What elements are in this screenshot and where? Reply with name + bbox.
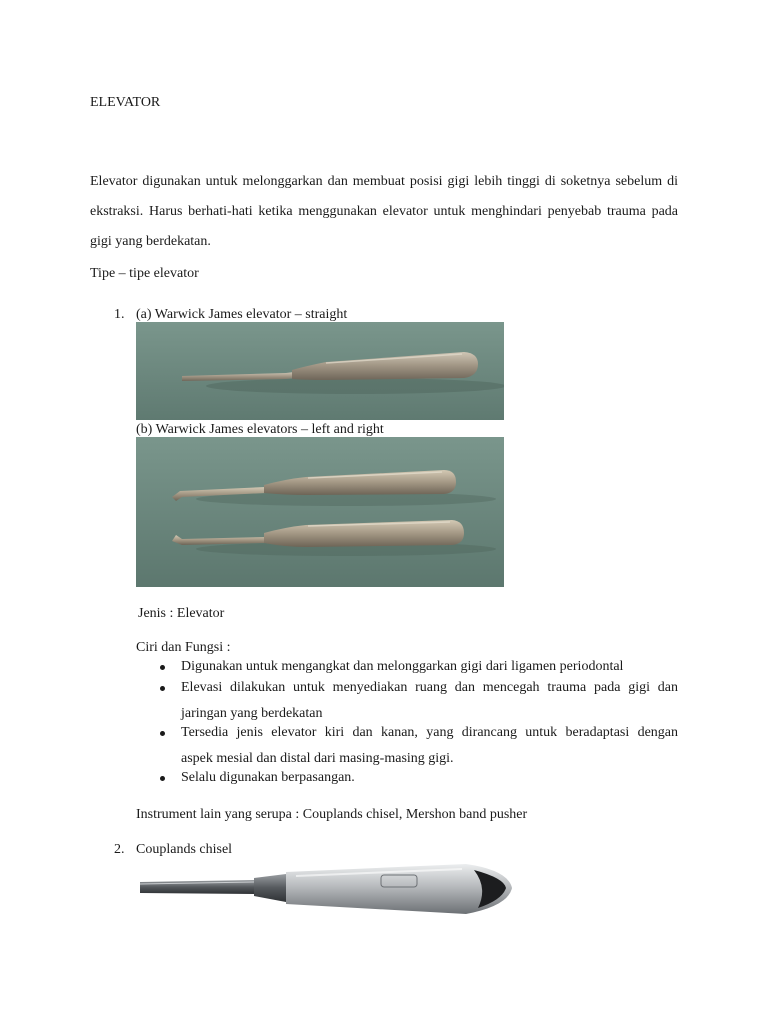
ciri-heading: Ciri dan Fungsi : [136,640,231,655]
caption-b: (b) Warwick James elevators – left and right [136,422,384,437]
bullet-text-2-cont: jaringan yang berdekatan [181,706,323,721]
bullet-text-1: Digunakan untuk mengangkat dan melonggarkan gigi dari ligamen periodontal [181,659,624,674]
similar-instruments: Instrument lain yang serupa : Couplands chisel, Mershon band pusher [136,807,528,822]
bullet-text-2: Elevasi dilakukan untuk menyediakan ruang dan mencegah trauma pada gigi dan [181,680,678,695]
photo-left-right-elevators [136,437,504,587]
list-number-2: 2. [114,842,125,857]
page-title: ELEVATOR [90,95,161,110]
photo-straight-elevator [136,322,504,420]
bullet-text-3: Tersedia jenis elevator kiri dan kanan, yang dirancang untuk beradaptasi dengan [181,725,678,740]
intro-paragraph: Elevator digunakan untuk melonggarkan dan membuat posisi gigi lebih tinggi di soketnya sebelum di ekstraksi. Harus berhati-hati ketika menggunakan elevator untuk menghindari penyebab trauma pada gigi yang berdekatan. [90,174,678,249]
photo-couplands-chisel [136,860,516,918]
list-number-1: 1. [114,307,125,322]
caption-couplands: Couplands chisel [136,842,233,857]
bullet-dot [160,686,165,691]
bullet-text-3-cont: aspek mesial dan distal dari masing-masing gigi. [181,751,454,766]
bullet-dot [160,776,165,781]
bullet-text-4: Selalu digunakan berpasangan. [181,770,355,785]
jenis-label: Jenis : Elevator [138,606,225,621]
bullet-dot [160,731,165,736]
types-heading: Tipe – tipe elevator [90,266,199,281]
caption-a: (a) Warwick James elevator – straight [136,307,348,322]
bullet-dot [160,665,165,670]
